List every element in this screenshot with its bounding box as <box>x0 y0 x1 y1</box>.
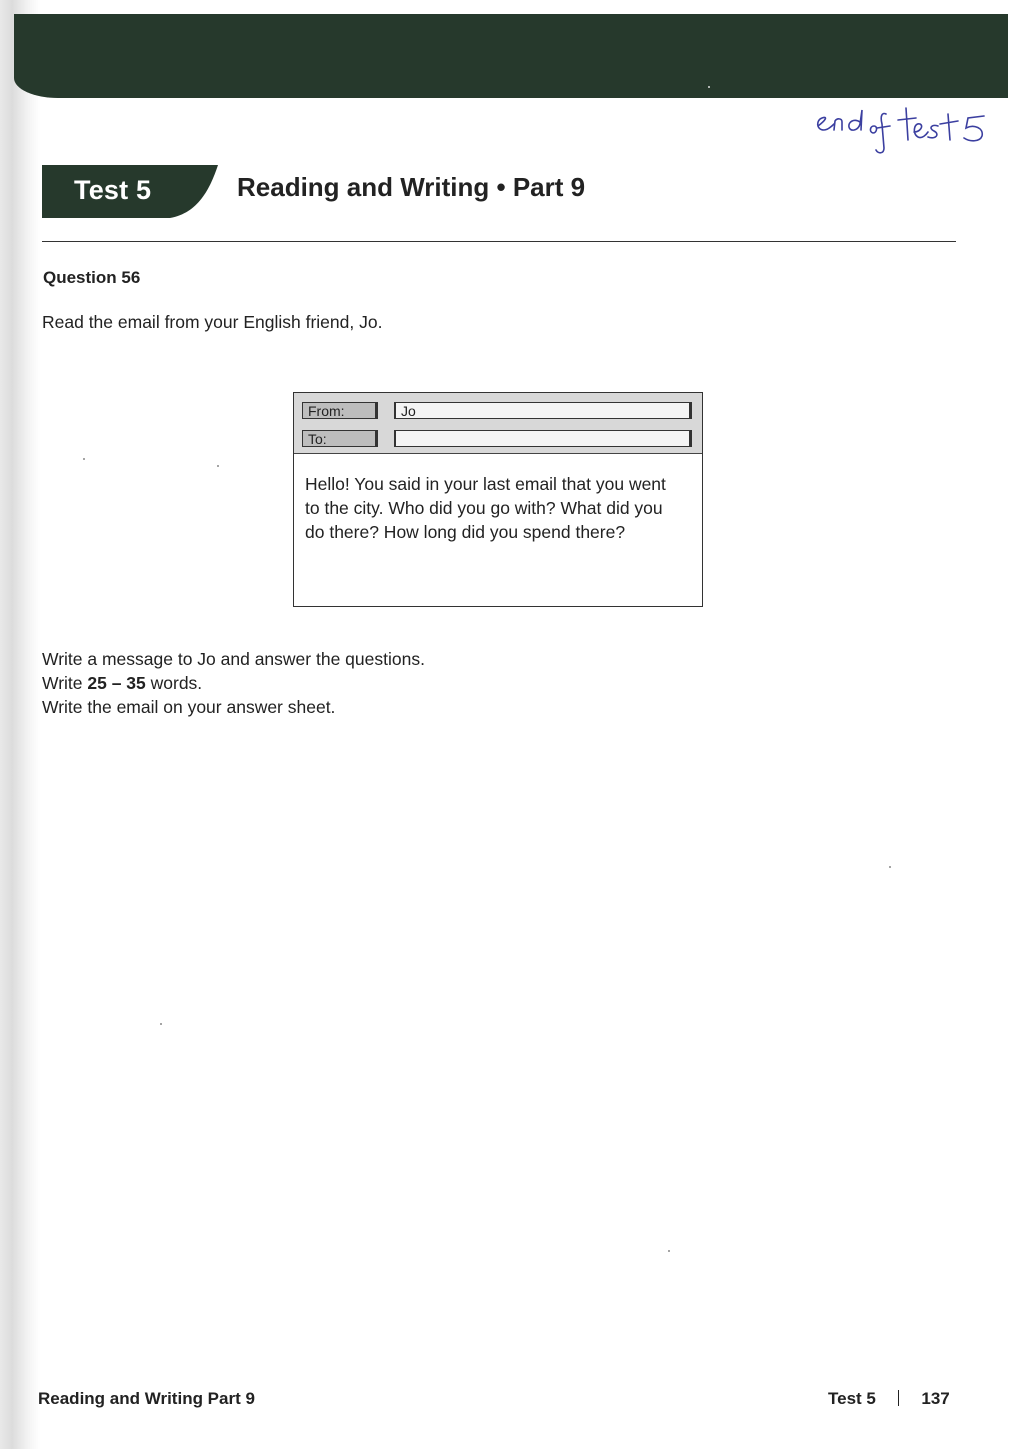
scan-speck <box>83 458 85 460</box>
footer-section: Reading and Writing Part 9 <box>38 1389 255 1408</box>
word-count-range: 25 – 35 <box>87 673 146 693</box>
direction-line-3: Write the email on your answer sheet. <box>42 697 336 717</box>
question-heading: Question 56 <box>43 268 141 287</box>
scan-speck <box>889 866 891 868</box>
direction-line-2 <box>42 671 425 695</box>
email-header <box>294 393 702 454</box>
direction-line-1: Write a message to Jo and answer the questions. <box>42 649 425 669</box>
test-tab-label: Test 5 <box>74 175 152 205</box>
handwritten-note <box>812 104 1002 164</box>
from-label: From: <box>302 402 378 419</box>
question-instruction: Read the email from your English friend, Jo. <box>42 312 383 332</box>
scan-shadow <box>0 0 40 1449</box>
scan-speck <box>160 1023 162 1025</box>
from-field: Jo <box>394 402 692 419</box>
scan-speck <box>217 465 219 467</box>
to-field <box>394 430 692 447</box>
email-window <box>293 392 703 607</box>
test-tab <box>42 165 218 224</box>
title-divider <box>42 241 956 242</box>
footer-page-info <box>828 1389 950 1409</box>
direction-line-2-prefix: Write <box>42 673 88 693</box>
footer-test: Test 5 <box>828 1389 876 1408</box>
to-label: To: <box>302 430 378 447</box>
direction-line-2-suffix: words. <box>145 673 203 693</box>
page-number: 137 <box>921 1389 950 1408</box>
email-body: Hello! You said in your last email that you went to the city. Who did you go with? What did you do there? How long did you spend there? <box>305 474 666 542</box>
scan-speck <box>708 86 710 88</box>
header-band <box>14 14 1008 98</box>
footer-separator <box>898 1390 900 1406</box>
page-title: Reading and Writing • Part 9 <box>237 172 586 202</box>
writing-directions <box>42 647 425 719</box>
scan-speck <box>668 1250 670 1252</box>
